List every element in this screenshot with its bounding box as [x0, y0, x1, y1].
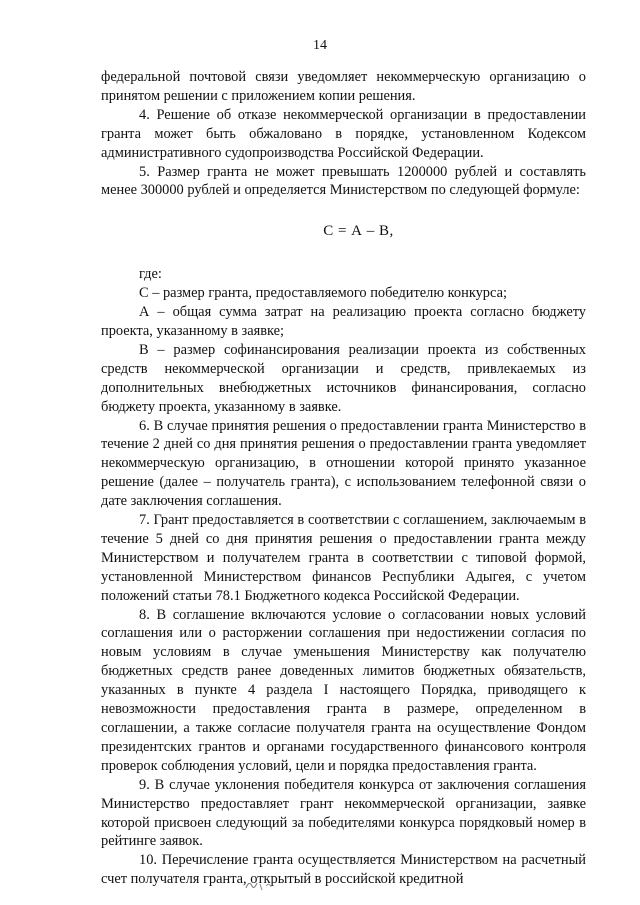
scan-mark-icon — [240, 872, 280, 894]
paragraph-continuation: федеральной почтовой связи уведомляет некоммерческую организацию о принятом решении с приложением копии решения. — [101, 69, 586, 104]
paragraph-5: 5. Размер гранта не может превышать 1200000 рублей и составлять менее 300000 рублей и определяется Министерством по следующей формуле: — [101, 163, 586, 199]
paragraph-8: 8. В соглашение включаются условие о согласовании новых условий соглашения или о расторжении соглашения при недостижении согласия по новым условиям в случае уменьшения Министерству как получателю бюджетных средств ранее доведенных лимитов бюджетных обязательств, указанных в пункте 4 раздела I настоящего Порядка, приводящего к невозможности предоставления гранта в размере, определенном в соглашении, а также согласие получателя гранта на осуществление Фондом президентских грантов и органами государственного финансового контроля проверок соблюдения условий, цели и порядка предоставления гранта. — [101, 606, 586, 774]
page-number: 14 — [313, 38, 327, 53]
paragraph-9: 9. В случае уклонения победителя конкурса от заключения соглашения Министерство предоставляет грант некоммерческой организации, заявке которой присвоен следующий за победителями конкурса порядковый номер в рейтинге заявок. — [101, 776, 586, 850]
definition-c: С – размер гранта, предоставляемого победителю конкурса; — [139, 285, 507, 302]
definition-b: В – размер софинансирования реализации проекта из собственных средств некоммерческой организации и средств, привлекаемых из дополнительных внебюджетных источников финансирования, согласно бюджету проекта, указанному в заявке. — [101, 341, 586, 415]
paragraph-7: 7. Грант предоставляется в соответствии с соглашением, заключаемым в течение 5 дней со дня принятия решения о предоставлении гранта между Министерством и получателем гранта в соответствии с типовой формой, установленной Министерством финансов Республики Адыгея, с учетом положений статьи 78.1 Бюджетного кодекса Российской Федерации. — [101, 512, 586, 604]
where-label: где: — [139, 266, 162, 283]
paragraph-10: 10. Перечисление гранта осуществляется Министерством на расчетный счет получателя гранта, открытый в российской кредитной — [101, 852, 586, 888]
paragraph-4: 4. Решение об отказе некоммерческой организации в предоставлении гранта может быть обжаловано в порядке, установленном Кодексом административного судопроизводства Российской Федерации. — [101, 106, 586, 161]
formula: С = А – В, — [323, 223, 394, 240]
paragraph-6: 6. В случае принятия решения о предоставлении гранта Министерство в течение 2 дней со дня принятия решения о предоставлении гранта уведомляет некоммерческую организацию, в отношении которой принято указанное решение (далее – получатель гранта), с использованием телефонной связи о дате заключения соглашения. — [101, 417, 586, 510]
document-body — [101, 68, 586, 889]
definition-a: А – общая сумма затрат на реализацию проекта согласно бюджету проекта, указанному в заявке; — [101, 304, 586, 339]
